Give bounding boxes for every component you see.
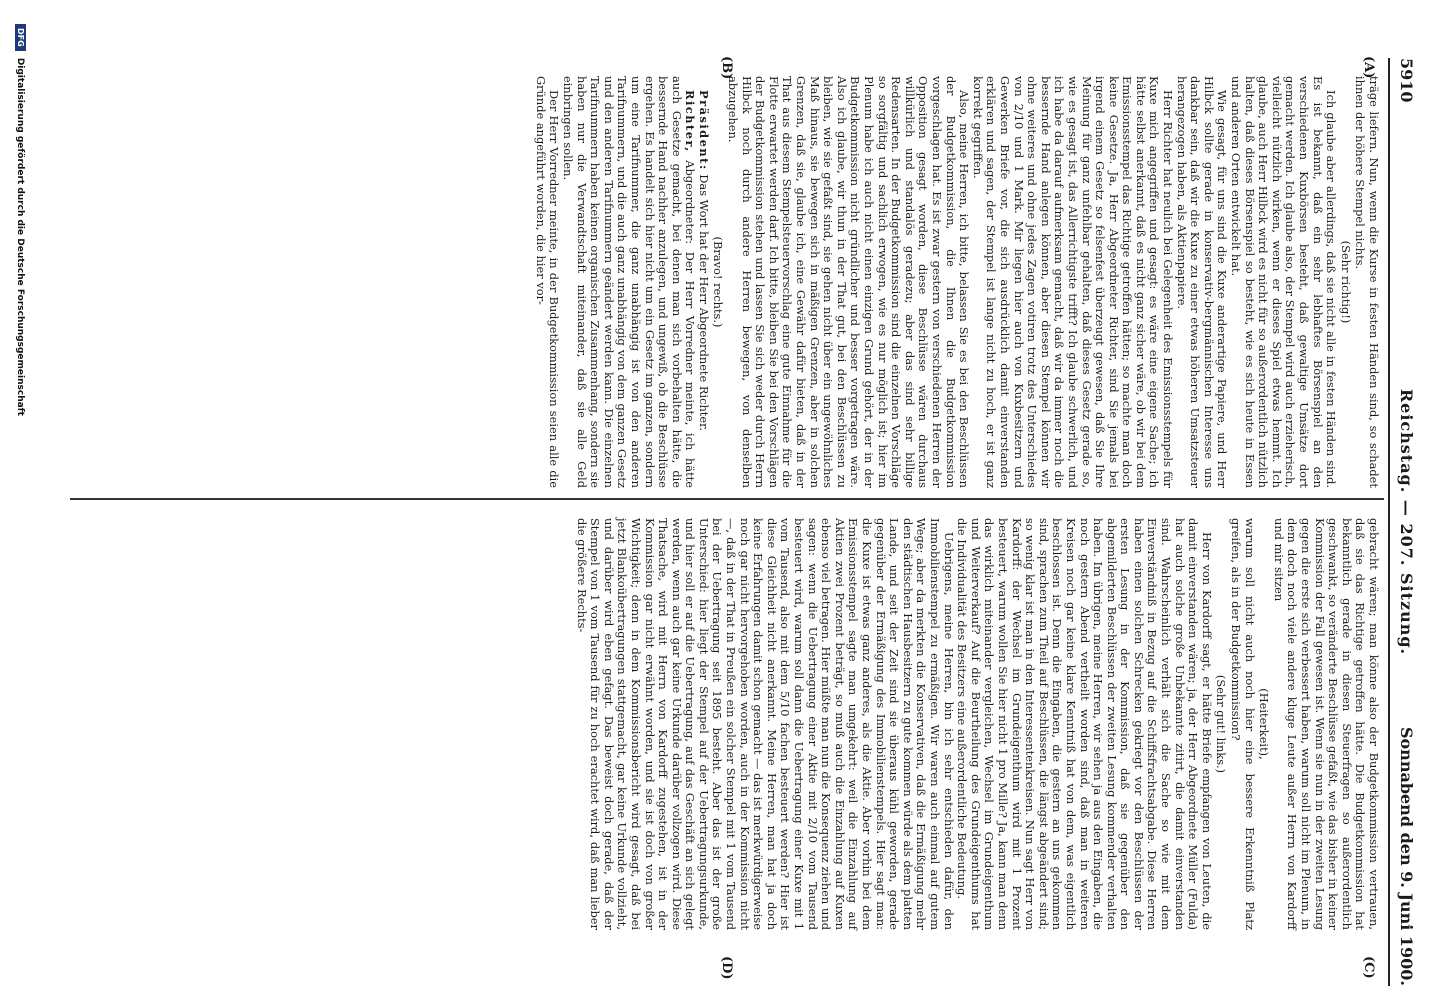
speaker-paragraph (560, 76, 696, 488)
body-paragraph: Also, meine Herren, ich bitte, belassen Sie es bei den Beschlüssen der Budgetkommission, die Ihnen die Budgetkommission vorgeschlagen hat. Es ist zwar gestern von verschiedenen Herren der Opposition gesagt worden, diese Beschlüsse wären durchaus willkürlich und standalös geradezu; aber das sind sehr billige Redensarten. In der Budgetkommission sind die einzelnen Vorschläge so sorgfältig und sachlich erwogen, wie es nur möglich ist; hier im Plenum habe ich auch nicht einen einzigen Grund gehört, der in der Budgetkommission nicht gründlicher und besser vorgetragen wäre. Also ich glaube, wir thun in der That gut, bei den Beschlüssen zu bleiben, wie sie gefaßt sind, sie gehen nicht über ein ungewöhnliches Maß hinaus, sie bewegen sich in mäßigen Grenzen, aber in solchen Grenzen, daß sie, glaube ich, eine Gewähr dafür bieten, daß in der That aus diesem Stempelsteuervorschlag eine gute Einnahme für die Flotte erwartet werden darf. Ich bitte, bleiben Sie bei den Vorschlägen der Budgetkommission stehen und lassen Sie sich weder durch Herrn Hilbck noch durch andere Herren bewegen, von denselben abzugehen. (726, 76, 972, 488)
column-divider (70, 498, 1384, 500)
body-paragraph: Wie gesagt, für uns sind die Kuxe anderartige Papiere, und Herr Hilbck sollte gerade in konservativ-bergmännischen Interesse uns dankbar sein, daß wir die Kuxe zu einer etwas höheren Umsatzsteuer herangezogen haben, als Aktienpapiere. (1174, 76, 1230, 488)
credit-text: Digitalisierung gefördert durch die Deutsche Forschungsgemeinschaft (15, 57, 25, 416)
interjection: (Heiterkeit), (1257, 688, 1272, 760)
digitization-credit (6, 24, 26, 960)
session-date: Sonnabend den 9. Juni 1900. (1397, 726, 1416, 986)
speaker-name: Präsident: (696, 90, 711, 171)
speaker-name: Richter, (683, 90, 698, 153)
body-paragraph: Ich glaube aber allerdings, daß sie nicht alle in festen Händen sind. Es ist bekannt, daß ein sehr lebhaftes Börsenspiel an den verschiedenen Kuxbörsen besteht, daß gewaltige Umsätze dort gemacht werden. Ich glaube also, der Stempel wird auch erzieherisch, vielleicht nützlich wirken, wenn er dieses Spiel etwas hemmt. Ich glaube, auch Herr Hilbck wird es nicht für so außerordentlich nützlich halten, daß dieses Börsenspiel so besteht, wie es sich heute in Essen und anderen Orten entwickelt hat. (1229, 76, 1339, 488)
right-column (574, 518, 1380, 930)
running-title: Reichstag. — 207. Sitzung. (1397, 388, 1416, 656)
body-paragraph: träge liefern. Nun, wenn die Kurse in festen Händen sind, so schadet ihnen der höhere Stempel nichts. (1353, 76, 1381, 488)
dfg-logo: DFG (15, 24, 26, 51)
interjection: (Sehr gut! links.) (1214, 674, 1229, 774)
body-paragraph: Herr von Kardorff sagt, er hätte Briefe empfangen von Leuten, die damit einverstanden wären; ja, der Herr Abgeordnete Müller (Fulda) hat auch solche große Unbekannte zitirt, die damit einverstanden sind. Wahrscheinlich verhält sich die Sache so wie mit dem Einverständniß in Bezug auf die Schiffsfrachtsabgabe. Diese Herren haben einen solchen Schrecken gekriegt vor den Beschlüssen der ersten Lesung in der Kommission, daß sie gegenüber den abgemilderten Beschlüssen der zweiten Lesung kommender verhalten haben. Im übrigen, meine Herren, wir sehen ja aus den Eingaben, die noch gestern Abend vertheilt worden sind, daß man in weiteren Kreisen noch gar keine klare Kenntniß hat von dem, was eigentlich beschlossen ist. Denn die Eingaben, die gestern an uns gekommen sind, sprachen zum Theil auf Beschlüssen, die längst abgeändert sind; so wenig klar ist man in den Interessentenkreisen. Nun sagt Herr von Kardorff: der Wechsel im Grundeigenthum wird mit 1 Prozent besteuert, warum wollen Sie hier nicht 1 pro Mille? Ja, kann man denn das wirklich miteinander vergleichen, Wechsel im Grundeigenthum und Weiterverkauf? Auf die Beurtheilung des Grundeigenthums hat die Individualität des Besitzers eine außerordentliche Bedeutung. (955, 518, 1214, 930)
header-rule (1388, 58, 1390, 986)
body-paragraph: Uebrigens, meine Herren, bin ich sehr entschieden dafür, den Immobilienstempel zu ermäßigen. Wir waren auch einmal auf gutem Wege; aber da merkten die Konservativen, daß die Ermäßigung mehr den städtischen Hausbesitzern zu gute kommen würde als dem platten Lande, und seit der Zeit sind sie überaus kühl geworden, gerade gegenüber der Ermäßigung des Immobilienstempels. Hier sagt man: die Kuxe ist etwas ganz anderes, als die Aktie. Aber vorhin bei dem Emissionsstempel sagte man umgekehrt: weil die Einzahlung auf Aktien zwei Prozent beträgt, so muß auch die Einzahlung auf Kuxen ebenso viel betragen. Hier müßte man nun die Konsequenz ziehen und sagen: wenn die Uebertragung einer Aktie mit 2/10 vom Tausend besteuert wird, warum soll dann die Uebertragung einer Kuxe mit 1 vom Tausend, also mit dem 5/10 fachen besteuert werden? Hier ist diese Gleichheit nicht anerkannt. Meine Herren, man hat ja doch keine Erfahrungen damit schon gemacht — das ist merkwürdigerweise noch gar nicht hervorgehoben worden, auch in der Kommission nicht —, daß in der That in Preußen ein solcher Stempel mit 1 vom Tausend bei der Uebertragung seit 1895 besteht. Aber das ist der große Unterschied: hier liegt der Stempel auf der Uebertragungsurkunde, und hier soll er auf die Uebertragung, auf das Geschäft an sich gelegt werden, wenn auch gar keine Urkunde darüber vollzogen wird. Diese Thatsache, wird mit Herrn von Kardorff zugestehen, ist in der Kommission gar nicht erwähnt worden, und sie ist doch von großer Wichtigkeit; denn in dem Kommissionsbericht wird gesagt, daß bei jetzt Blankoübertragungen stattgemacht, gar keine Urkunde vollzieht, und darüber wird eben gefagt. Das beweist doch gerade, daß der Stempel von 1 vom Tausend für zu hoch erachtet wird, daß man lieber die größere Rechts- (574, 518, 956, 930)
interjection: (Sehr richtig!) (1338, 240, 1353, 324)
body-paragraph: gebracht wären; man könne also der Budgetkommission vertrauen, daß sie das Richtige getroffen hätte. Die Budgetkommission hat bekanntlich gerade in diesen Steuerfragen so außerordentlich geschwankt, so veränderte Beschlüsse gefaßt, wie das bisher in keiner Kommission der Fall gewesen ist. Wenn sie nun in der zweiten Lesung gegen die erste sich verbessert haben, warum soll nicht im Plenum, in dem doch noch viele andere kluge Leute außer Herrn von Kardorff und mir sitzen (1271, 518, 1381, 930)
marker-b: (B) (719, 56, 734, 80)
marker-c: (C) (1361, 956, 1376, 979)
interjection: (Bravo! rechts.) (711, 236, 726, 328)
body-paragraph: Herr Richter hat neulich bei Gelegenheit des Emissionsstempels für Kuxe mich angegriffen und gesagt: es wäre eine eigene Sache; ich hätte selbst anerkannt, daß es nicht ganz sicher wäre, ob wir bei dem Emissionsstempel das Richtige getroffen hätten; so machte man doch keine Gesetze. Ja, Herr Abgeordneter Richter, sind Sie jemals bei irgend einem Gesetz so felsenfest überzeugt gewesen, daß Sie Ihre Meinung für ganz unfehlbar gehalten, daß dieses Gesetz gerade so, wie es gesagt ist, das Allerrichtigste trifft? Ich glaube schwerlich, und ich habe da darauf aufmerksam gemacht, daß wir da immer noch die bessernde Hand anlegen können, aber diesen Stempel können wir ohne weiteres und ohne jedes Zagen votiren trotz des Unterschiedes von 2/10 und 1 Mark. Mir liegen hier auch von Kuxbesitzern und Gewerken Briefe vor, die sich ausdrücklich damit einverstanden erklären und sagen, der Stempel ist lange nicht zu hoch, er ist ganz korrekt gegriffen. (970, 76, 1176, 488)
speech-text: Das Wort hat der Herr Abgeordnete Richter. (696, 174, 711, 431)
body-paragraph: warum soll nicht auch noch hier eine bessere Erkenntniß Platz greifen, als in der Budgetkommission? (1229, 518, 1257, 930)
speaker-paragraph (696, 76, 710, 488)
page-number: 5910 (1397, 58, 1416, 103)
marker-a: (A) (1361, 56, 1376, 79)
page-header (1392, 58, 1416, 986)
speech-text: Abgeordneter: Der Herr Vorredner meinte, ich hätte auch Gesetze gemacht, bei denen man sich vorbehalten hätte, die bessernde Hand nachher anzulegen, und ungewiß, ob die Beschlüsse ergehen. Es handelt sich hier nicht um ein Gesetz im ganzen, sondern um eine Tarifnummer, die ganz unabhängig ist von den anderen Tarifnummern, und die auch ganz unabhängig von dem ganzen Gesetz und den anderen Tarifnummern geändert werden kann. Die einzelnen Tarifnummern haben keinen organischen Zusammenhang, sondern sie haben nur die Verwandtschaft miteinander, daß sie alle Geld einbringen sollen. (560, 76, 698, 488)
marker-d: (D) (719, 956, 734, 980)
body-paragraph: Der Herr Vorredner meinte, in der Budgetkommission seien alle die Gründe angeführt worden, die hier vor- (533, 76, 562, 488)
left-column (533, 76, 1380, 488)
